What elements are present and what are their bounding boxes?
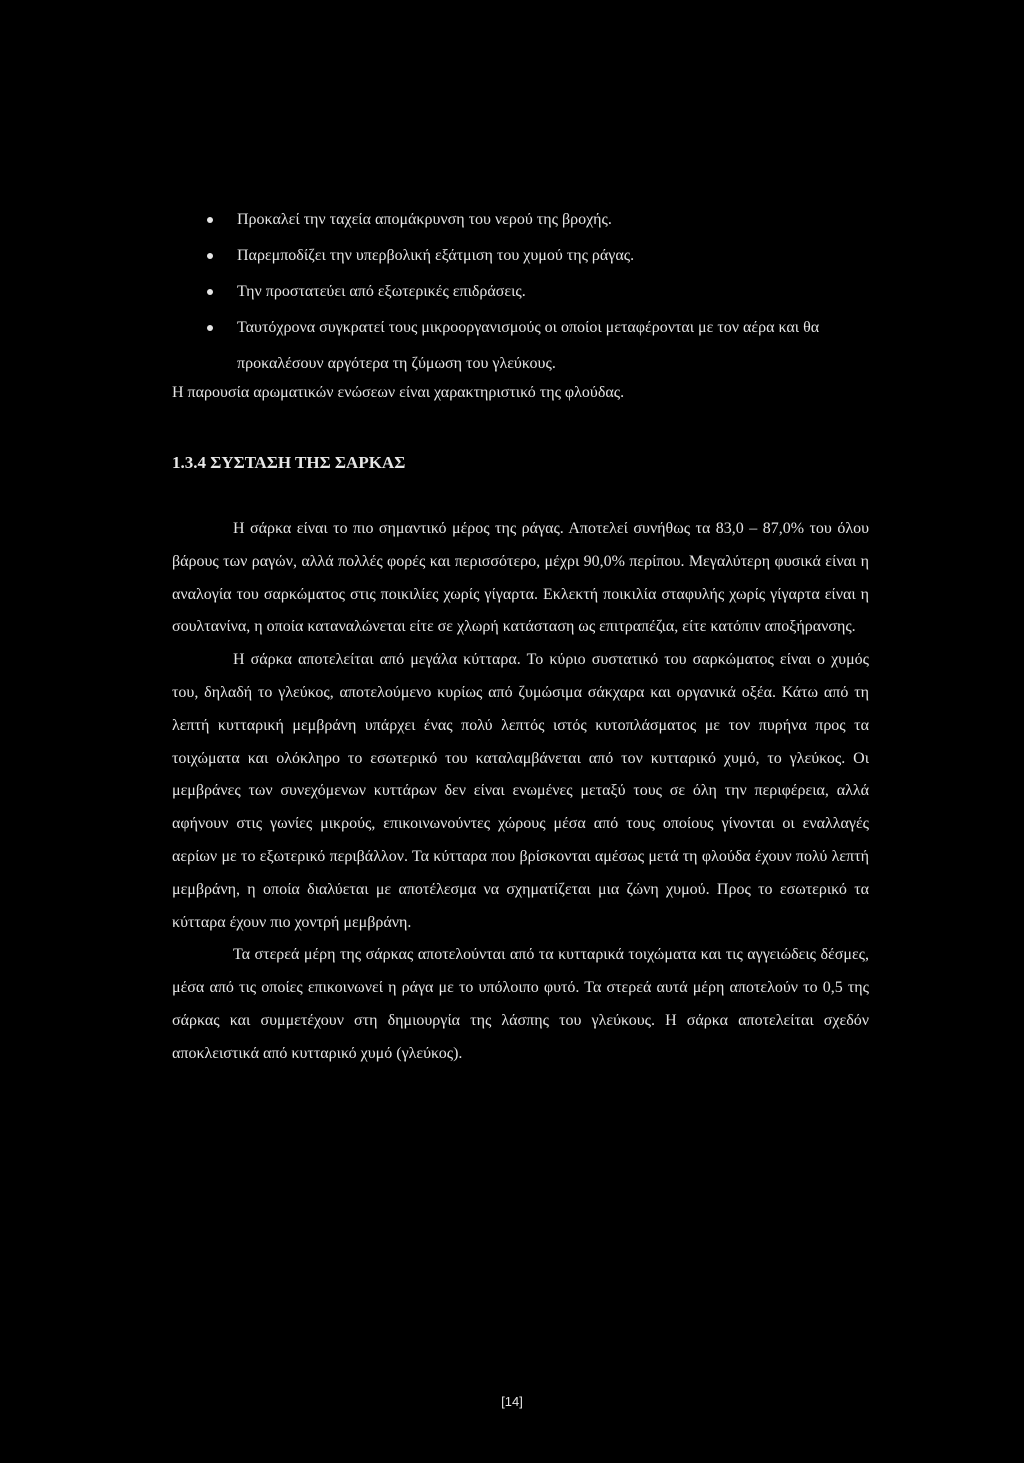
section-heading: 1.3.4 ΣΥΣΤΑΣΗ ΤΗΣ ΣΑΡΚΑΣ bbox=[172, 453, 406, 472]
bullet-dot-icon bbox=[207, 289, 213, 295]
aroma-note: Η παρουσία αρωματικών ενώσεων είναι χαρακτηριστικό της φλούδας. bbox=[172, 384, 625, 401]
bullet-text: Ταυτόχρονα συγκρατεί τους μικροοργανισμούς οι οποίοι μεταφέρονται με τον αέρα και θα προκαλέσουν αργότερα τη ζύμωση του γλεύκους. bbox=[237, 319, 820, 372]
bullet-dot-icon bbox=[207, 325, 213, 331]
bullet-text: Παρεμποδίζει την υπερβολική εξάτμιση του χυμού της ράγας. bbox=[237, 247, 635, 264]
bullet-item bbox=[207, 238, 897, 274]
paragraph: Η σάρκα είναι το πιο σημαντικό μέρος της ράγας. Αποτελεί συνήθως τα 83,0 – 87,0% του όλου βάρους των ραγών, αλλά πολλές φορές και περισσότερο, μέχρι 90,0% περίπου. Μεγαλύτερη φυσικά είναι η αναλογία του σαρκώματος στις ποικιλίες χωρίς γίγαρτα. Εκλεκτή ποικιλία σταφυλής χωρίς γίγαρτα είναι η σουλτανίνα, η οποία καταναλώνεται είτε σε χλωρή κατάσταση ως επιτραπέζια, είτε κατόπιν αποξήρανσης. bbox=[172, 520, 869, 636]
page-number: [14] bbox=[501, 1394, 523, 1409]
bullet-item bbox=[207, 274, 897, 310]
bullet-text: Προκαλεί την ταχεία απομάκρυνση του νερού της βροχής. bbox=[237, 211, 612, 228]
bullet-list bbox=[207, 202, 897, 382]
bullet-item bbox=[207, 202, 897, 238]
bullet-item bbox=[207, 310, 897, 382]
paragraph: Τα στερεά μέρη της σάρκας αποτελούνται από τα κυτταρικά τοιχώματα και τις αγγειώδεις δέσμες, μέσα από τις οποίες επικοινωνεί η ράγα με το υπόλοιπο φυτό. Τα στερεά αυτά μέρη αποτελούν το 0,5 της σάρκας και συμμετέχουν στη δημιουργία της λάσπης του γλεύκους. Η σάρκα αποτελείται σχεδόν αποκλειστικά από κυτταρικό χυμό (γλεύκος). bbox=[172, 946, 869, 1062]
bullet-dot-icon bbox=[207, 217, 213, 223]
body-text bbox=[172, 513, 869, 1071]
bullet-text: Την προστατεύει από εξωτερικές επιδράσεις. bbox=[237, 283, 526, 300]
paragraph: Η σάρκα αποτελείται από μεγάλα κύτταρα. Το κύριο συστατικό του σαρκώματος είναι ο χυμός του, δηλαδή το γλεύκος, αποτελούμενο κυρίως από ζυμώσιμα σάκχαρα και οργανικά οξέα. Κάτω από τη λεπτή κυτταρική μεμβράνη υπάρχει ένας πολύ λεπτός ιστός κυτοπλάσματος με τον πυρήνα προς τα τοιχώματα και ολόκληρο το εσωτερικό του καταλαμβάνεται από τον κυτταρικό χυμό, το γλεύκος. Οι μεμβράνες των συνεχόμενων κυττάρων δεν είναι ενωμένες μεταξύ τους σε όλη την περιφέρεια, αλλά αφήνουν στις γωνίες μικρούς, επικοινωνούντες χώρους μέσα από τους οποίους γίνονται οι εναλλαγές αερίων με το εξωτερικό περιβάλλον. Τα κύτταρα που βρίσκονται αμέσως μετά τη φλούδα έχουν πολύ λεπτή μεμβράνη, η οποία διαλύεται με αποτέλεσμα να σχηματίζεται μια ζώνη χυμού. Προς το εσωτερικό τα κύτταρα έχουν πιο χοντρή μεμβράνη. bbox=[172, 651, 869, 931]
bullet-dot-icon bbox=[207, 253, 213, 259]
